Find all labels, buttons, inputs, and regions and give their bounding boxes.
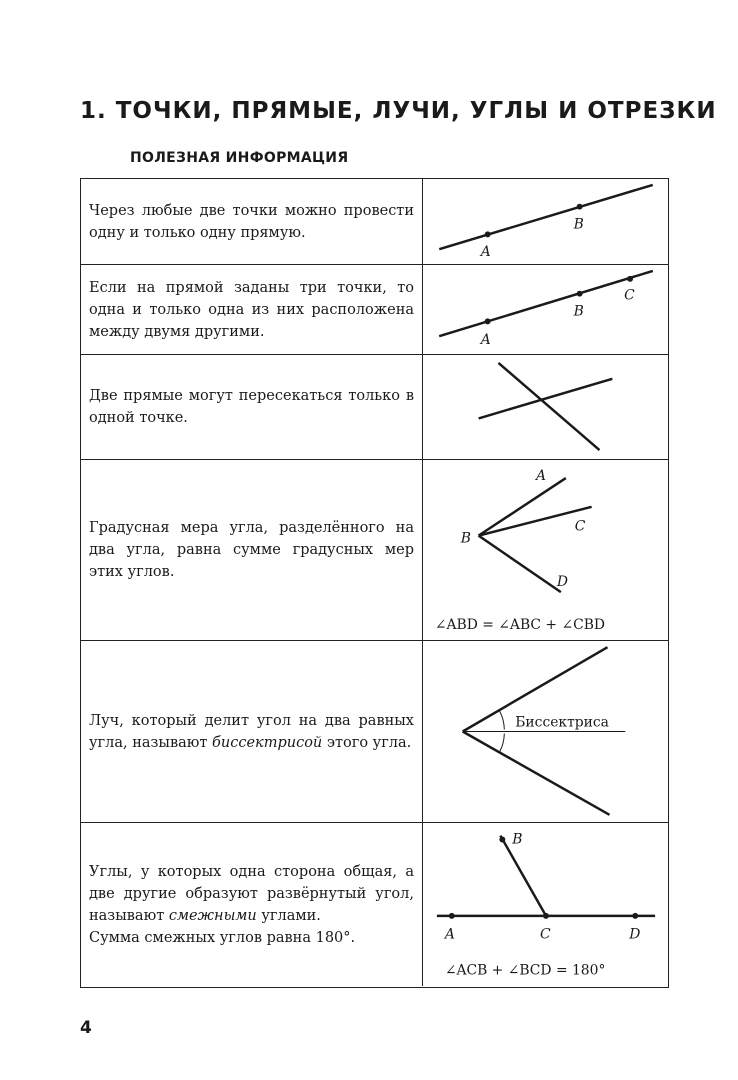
info-table: [80, 178, 669, 988]
row-text-cell: [81, 265, 423, 354]
section-subtitle: ПОЛЕЗНАЯ ИНФОРМАЦИЯ: [130, 150, 349, 166]
label-c: C: [574, 518, 586, 535]
figure-cell: [423, 179, 668, 264]
row-text-cell: [81, 179, 423, 264]
row-text: Луч, который делит угол на два равных угла, называют биссектрисой этого угла.: [89, 712, 414, 751]
figure-bisector: [423, 641, 668, 822]
formula: ∠ACB + ∠BCD = 180°: [444, 962, 606, 979]
angle-arc-lower: [499, 733, 504, 752]
label-a: A: [480, 332, 491, 349]
term-bisector: биссектрисой: [212, 734, 323, 751]
figure-adjacent-angles: [423, 823, 668, 986]
label-b: B: [573, 303, 584, 320]
ray-cb: [500, 836, 546, 916]
table-row: [81, 355, 668, 460]
figure-angle-split: [423, 460, 668, 640]
page-number: 4: [80, 1018, 92, 1038]
point-d: [632, 913, 638, 919]
line: [439, 271, 653, 336]
figure-intersecting-lines: [423, 355, 668, 459]
formula: ∠ABD = ∠ABC + ∠CBD: [434, 616, 606, 633]
table-row: [81, 179, 668, 265]
line-1: [479, 379, 613, 419]
label-b: B: [573, 216, 584, 233]
label-d: D: [629, 926, 641, 943]
point-a: [449, 913, 455, 919]
ray-lower: [463, 732, 610, 815]
row-text: Если на прямой заданы три точки, то одна и только одна из них расположена между двумя другими.: [89, 279, 414, 340]
figure-line-two-points: [423, 179, 668, 264]
point-b: [577, 204, 583, 210]
table-row: [81, 265, 668, 355]
label-d: D: [556, 574, 569, 591]
figure-line-three-points: [423, 265, 668, 354]
table-row: [81, 641, 668, 823]
line-2: [498, 363, 599, 450]
row-text-cell: [81, 355, 423, 459]
label-a: A: [444, 926, 455, 943]
figure-cell: [423, 265, 668, 354]
row-text-cell: [81, 641, 423, 822]
label-c: C: [624, 287, 635, 304]
point-b: [499, 837, 505, 843]
row-text-cell: [81, 460, 423, 640]
row-text-line2: Сумма смежных углов равна 180°.: [89, 929, 356, 946]
point-c: [627, 276, 633, 282]
label-b: B: [512, 831, 523, 848]
point-a: [485, 318, 491, 324]
figure-cell: [423, 460, 668, 640]
row-text: Через любые две точки можно провести одну и только одну прямую.: [89, 202, 414, 241]
table-row: [81, 823, 668, 986]
row-text: Две прямые могут пересекаться только в одной точке.: [89, 388, 414, 426]
label-c: C: [540, 926, 551, 943]
figure-cell: [423, 355, 668, 459]
ray-bd: [479, 536, 561, 593]
point-c: [543, 913, 549, 919]
row-text: Градусная мера угла, разделённого на два угла, равна сумме градусных мер этих углов.: [89, 520, 414, 580]
bisector-label: Биссектриса: [515, 714, 609, 731]
point-a: [485, 231, 491, 237]
line: [439, 185, 652, 249]
angle-arc-upper: [499, 711, 504, 730]
ray-ba: [479, 478, 566, 536]
term-adjacent: смежными: [168, 907, 257, 924]
label-a: A: [536, 468, 547, 485]
label-b: B: [460, 530, 471, 547]
figure-cell: [423, 641, 668, 822]
point-b: [577, 291, 583, 297]
row-text-cell: [81, 823, 423, 986]
figure-cell: [423, 823, 668, 986]
table-row: [81, 460, 668, 641]
page-title: 1. ТОЧКИ, ПРЯМЫЕ, ЛУЧИ, УГЛЫ И ОТРЕЗКИ: [80, 98, 717, 124]
label-a: A: [480, 244, 491, 261]
row-text: Углы, у которых одна сторона общая, а две другие образуют развёрнутый угол, называют смежными углами. Сумма смежных углов равна 180°.: [89, 863, 414, 946]
